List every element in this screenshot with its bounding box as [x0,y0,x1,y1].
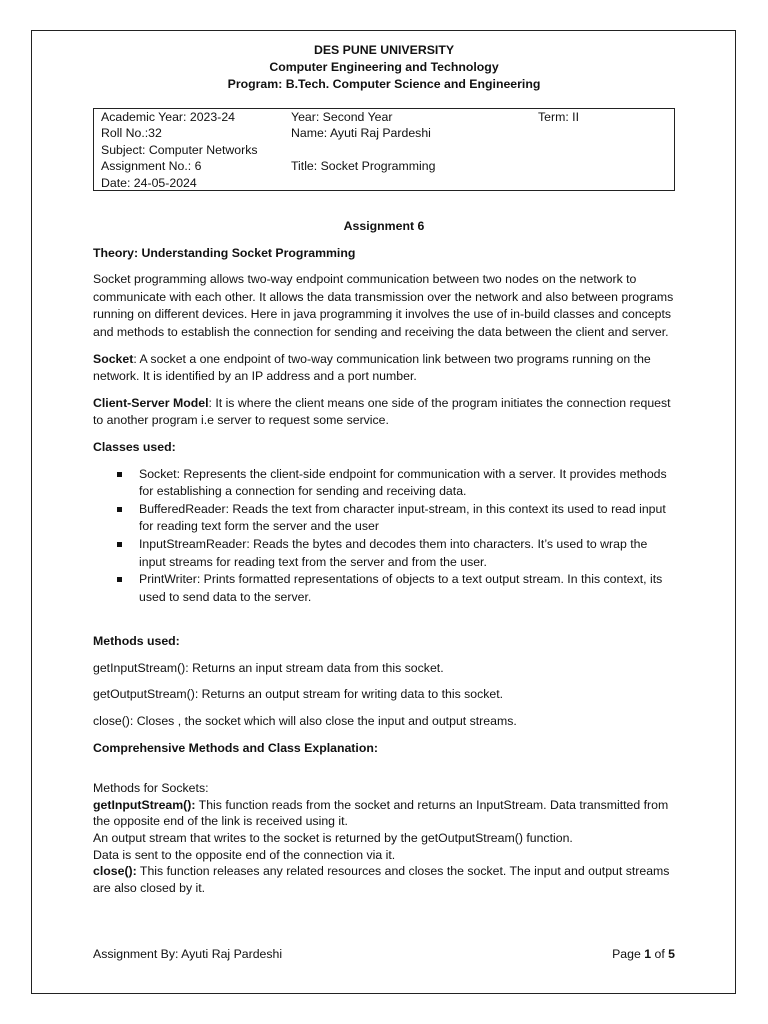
list-item-text: PrintWriter: Prints formatted representations of objects to a text output stream. In this context, its used to send data to the server. [139,572,663,604]
program-name: Program: B.Tech. Computer Science and Engineering [227,77,541,91]
method-close: close(): Closes , the socket which will also close the input and output streams. [93,714,517,729]
assignment-heading: Assignment 6 [343,219,425,233]
get-output-stream-line-2: Data is sent to the opposite end of the connection via it. [93,847,396,862]
comprehensive-heading: Comprehensive Methods and Class Explanation: [93,740,378,755]
methods-heading: Methods used: [93,634,180,649]
close-explanation [93,863,675,896]
close-term: close(): [93,864,137,879]
method-get-output: getOutputStream(): Returns an output stream for writing data to this socket. [93,687,504,702]
classes-list [93,466,675,607]
list-item [93,536,675,571]
list-item [93,571,675,606]
page-of: of [651,947,669,961]
bullet-icon [117,472,122,477]
classes-heading: Classes used: [93,439,176,454]
theory-heading: Theory: Understanding Socket Programming [93,245,356,260]
date: Date: 24-05-2024 [101,175,197,190]
page-number [612,947,675,961]
socket-term: Socket [93,351,134,366]
list-item [93,466,675,501]
get-output-stream-line-1: An output stream that writes to the socket is returned by the getOutputStream() function. [93,831,573,846]
client-server-term: Client-Server Model [93,395,209,410]
methods-for-sockets-section [93,780,675,896]
get-input-stream-def: This function reads from the socket and returns an InputStream. Data transmitted from the opposite end of the link is received using it. [93,797,669,829]
get-input-stream-explanation [93,797,675,830]
socket-def-text: : A socket a one endpoint of two-way communication link between two programs running on the network. It is identified by an IP address and a port number. [93,351,651,384]
bullet-icon [117,507,122,512]
bullet-icon [117,542,122,547]
client-server-definition [93,395,675,430]
year: Year: Second Year [291,110,393,124]
subject: Subject: Computer Networks [101,142,258,157]
footer-author: Assignment By: Ayuti Raj Pardeshi [93,947,283,961]
roll-no: Roll No.:32 [101,126,162,141]
school-name: Computer Engineering and Technology [269,60,499,74]
assignment-no: Assignment No.: 6 [101,159,202,174]
list-item-text: InputStreamReader: Reads the bytes and decodes them into characters. It’s used to wrap the input streams for reading text from the server and from the user. [139,536,648,569]
close-def: This function releases any related resources and closes the socket. The input and output streams are also closed by it. [93,864,670,895]
student-name: Name: Ayuti Raj Pardeshi [291,126,431,141]
university-name: DES PUNE UNIVERSITY [313,43,455,57]
assignment-title: Title: Socket Programming [291,159,436,174]
info-box [93,108,675,191]
list-item-text: BufferedReader: Reads the text from character input-stream, in this context its used to read input for reading text form the server and the user [139,501,666,534]
client-server-def-text: : It is where the client means one side of the program initiates the connection request to another program i.e server to request some service. [93,395,671,428]
academic-year: Academic Year: 2023-24 [101,110,235,124]
socket-definition [93,351,675,386]
get-input-stream-term: getInputStream(): [93,797,196,812]
list-item-text: Socket: Represents the client-side endpoint for communication with a server. It provides methods for establishing a connection for sending and receiving data. [139,466,667,499]
page-prefix: Page [612,947,645,961]
method-get-input: getInputStream(): Returns an input stream data from this socket. [93,660,444,675]
page-current: 1 [644,947,652,961]
methods-for-sockets-label: Methods for Sockets: [93,781,209,796]
page-total: 5 [668,947,675,961]
list-item [93,501,675,536]
document-body [93,218,675,896]
bullet-icon [117,577,122,582]
page-header [93,42,675,93]
term: Term: II [538,110,579,124]
intro-paragraph: Socket programming allows two-way endpoint communication between two nodes on the network to communicate with each other. It allows the data transmission over the network and also between programs running on different devices. Here in java programming it involves the use of in-build classes and concepts and methods to establish the connection for sending and receiving the data between the client and server. [93,272,674,339]
